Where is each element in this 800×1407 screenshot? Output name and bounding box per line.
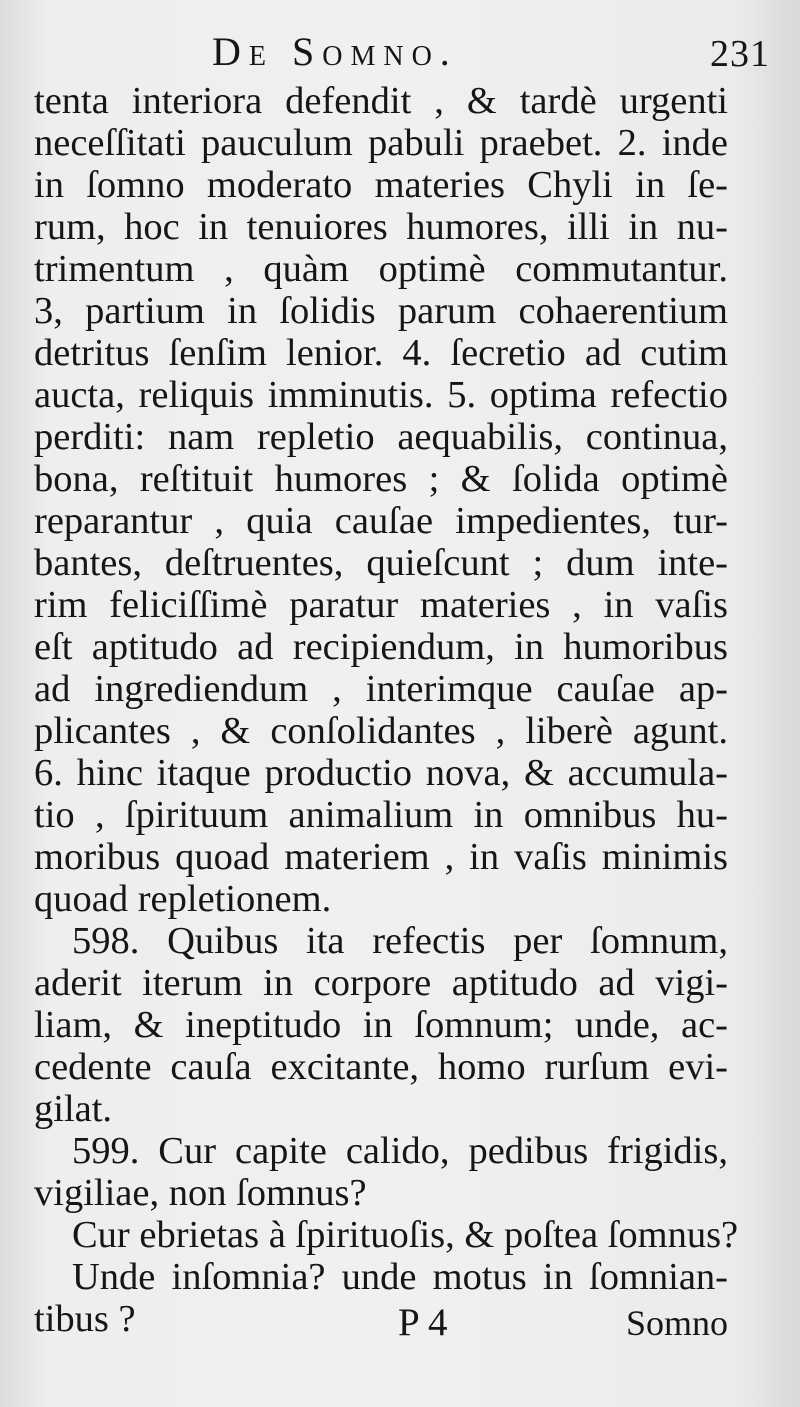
text-line: aderit iterum in corpore aptitudo ad vigi- bbox=[34, 962, 728, 1004]
text-line: bona, reſtituit humores ; & ſolida optimè bbox=[34, 458, 728, 500]
page-footer bbox=[0, 1300, 800, 1350]
text-line: Unde inſomnia? unde motus in ſomnian- bbox=[72, 1256, 728, 1298]
text-line: aucta, reliquis imminutis. 5. optima refectio bbox=[34, 374, 728, 416]
text-line: eſt aptitudo ad recipiendum, in humoribus bbox=[34, 626, 728, 668]
signature-mark: P 4 bbox=[398, 1301, 448, 1344]
text-line: moribus quoad materiem , in vaſis minimis bbox=[34, 836, 728, 878]
text-line: gilat. bbox=[34, 1088, 113, 1130]
text-line: plicantes , & conſolidantes , liberè agunt. bbox=[34, 710, 728, 752]
text-line: tio , ſpirituum animalium in omnibus hu- bbox=[34, 794, 728, 836]
text-line: rum, hoc in tenuiores humores, illi in nu- bbox=[34, 206, 728, 248]
text-line: 6. hinc itaque productio nova, & accumula- bbox=[34, 752, 728, 794]
text-line: detritus ſenſim lenior. 4. ſecretio ad cutim bbox=[34, 332, 728, 374]
text-line: bantes, deſtruentes, quieſcunt ; dum inte- bbox=[34, 542, 728, 584]
text-line: tibus ? bbox=[34, 1298, 136, 1340]
text-line: 598. Quibus ita refectis per ſomnum, bbox=[72, 920, 728, 962]
text-line: ad ingrediendum , interimque cauſae ap- bbox=[34, 668, 728, 710]
text-line: perditi: nam repletio aequabilis, continua, bbox=[34, 416, 728, 458]
catchword: Somno bbox=[626, 1303, 729, 1343]
text-line: trimentum , quàm optimè commutantur. bbox=[34, 248, 728, 290]
text-body bbox=[34, 80, 739, 1340]
text-line: liam, & ineptitudo in ſomnum; unde, ac- bbox=[34, 1004, 728, 1046]
text-line: reparantur , quia cauſae impedientes, tur- bbox=[34, 500, 728, 542]
running-title: De Somno. bbox=[212, 29, 458, 74]
text-line: quoad repletionem. bbox=[34, 878, 332, 920]
text-line: vigiliae, non ſomnus? bbox=[34, 1172, 367, 1214]
page-number: 231 bbox=[710, 33, 770, 75]
text-line: tenta interiora defendit , & tardè urgenti bbox=[34, 80, 728, 122]
text-line: Cur ebrietas à ſpirituoſis, & poſtea ſomnus? bbox=[72, 1214, 739, 1256]
text-line: 599. Cur capite calido, pedibus frigidis, bbox=[72, 1130, 728, 1172]
text-line: rim feliciſſimè paratur materies , in vaſis bbox=[34, 584, 728, 626]
text-line: neceſſitati pauculum pabuli praebet. 2. inde bbox=[34, 122, 728, 164]
page-header bbox=[0, 24, 800, 84]
text-line: 3, partium in ſolidis parum cohaerentium bbox=[34, 290, 728, 332]
text-line: in ſomno moderato materies Chyli in ſe- bbox=[34, 164, 728, 206]
text-line: cedente cauſa excitante, homo rurſum evi- bbox=[34, 1046, 728, 1088]
